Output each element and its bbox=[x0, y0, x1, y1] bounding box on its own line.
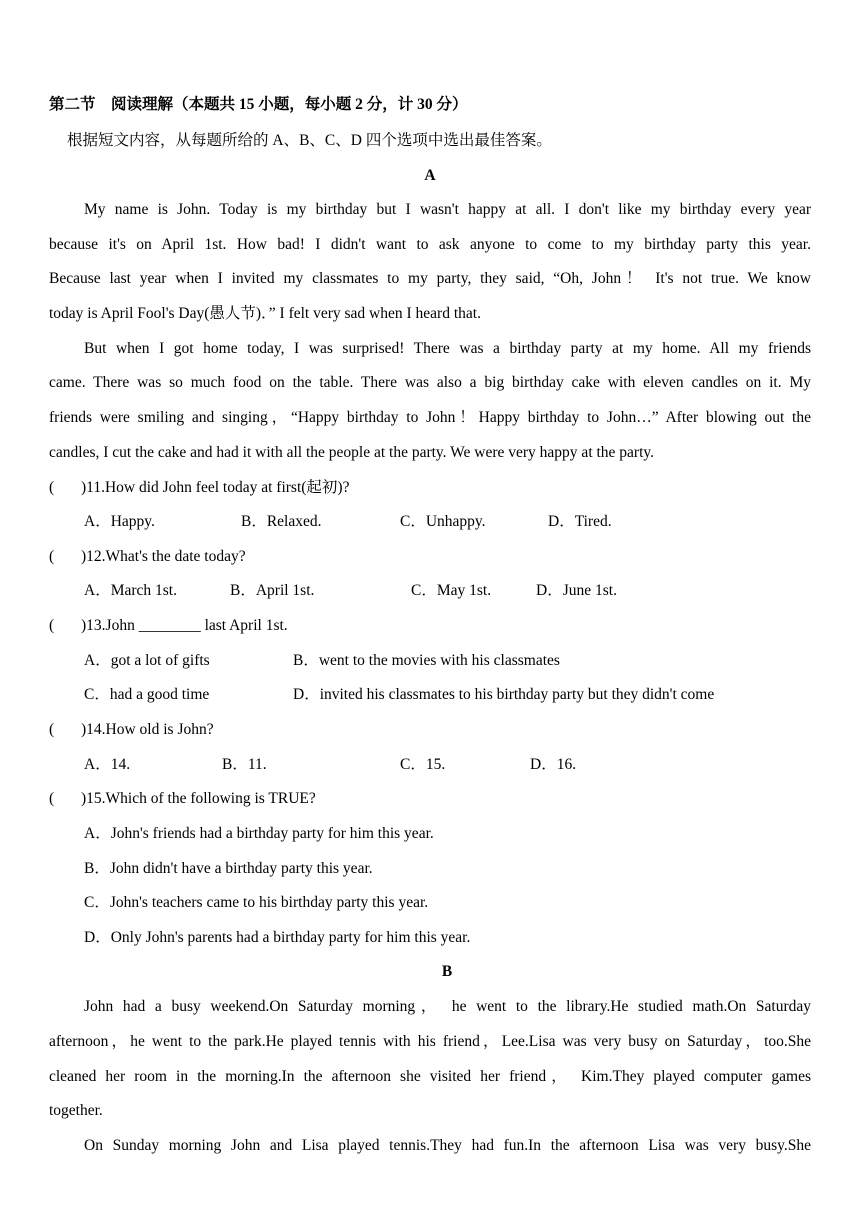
option-a: A．14. bbox=[84, 756, 131, 773]
question-stem: )13.John ________ last April 1st. bbox=[81, 617, 288, 634]
passage-b-line: John had a busy weekend.On Saturday morning， he went to the library.He studied math.On Saturday bbox=[84, 998, 811, 1015]
option-b: B．11. bbox=[222, 756, 267, 773]
option-b: B．John didn't have a birthday party this year. bbox=[84, 860, 373, 877]
section-instruction: 根据短文内容，从每题所给的 A、B、C、D 四个选项中选出最佳答案。 bbox=[67, 132, 552, 149]
question-11 bbox=[49, 478, 811, 498]
question-stem: )12.What's the date today? bbox=[81, 548, 246, 565]
passage-a-line: candles, I cut the cake and had it with all the people at the party. We were very happy at the party. bbox=[49, 444, 655, 461]
option-a: A．got a lot of gifts bbox=[84, 652, 210, 669]
option-c: C．May 1st. bbox=[411, 582, 492, 599]
question-14 bbox=[49, 720, 811, 740]
passage-a-line: because it's on April 1st. How bad! I didn't want to ask anyone to come to my birthday party this year. bbox=[49, 236, 811, 253]
passage-a-line: My name is John. Today is my birthday but I wasn't happy at all. I don't like my birthday every year bbox=[84, 201, 811, 218]
option-d: D．invited his classmates to his birthday party but they didn't come bbox=[293, 686, 715, 703]
option-d: D．June 1st. bbox=[536, 582, 617, 599]
answer-blank[interactable]: ( bbox=[49, 790, 55, 807]
answer-blank[interactable]: ( bbox=[49, 479, 55, 496]
option-a: A．March 1st. bbox=[84, 582, 177, 599]
question-stem: )14.How old is John? bbox=[81, 721, 214, 738]
passage-a-line: Because last year when I invited my classmates to my party, they said, “Oh, John！ It's not true. We know bbox=[49, 270, 811, 287]
option-a: A．Happy. bbox=[84, 513, 155, 530]
question-stem: )15.Which of the following is TRUE? bbox=[81, 790, 316, 807]
option-d: D．Tired. bbox=[548, 513, 612, 530]
section-title: 第二节 阅读理解（本题共 15 小题，每小题 2 分，计 30 分） bbox=[49, 96, 468, 113]
option-c: C．had a good time bbox=[84, 686, 210, 703]
passage-a-line: today is April Fool's Day(愚人节)．” I felt very sad when I heard that. bbox=[49, 305, 481, 322]
option-c: C．John's teachers came to his birthday party this year. bbox=[84, 894, 429, 911]
question-12 bbox=[49, 547, 811, 567]
question-13 bbox=[49, 616, 811, 636]
passage-a-heading: A bbox=[424, 167, 436, 184]
answer-blank[interactable]: ( bbox=[49, 548, 55, 565]
answer-blank[interactable]: ( bbox=[49, 721, 55, 738]
question-stem: )11.How did John feel today at first(起初)? bbox=[81, 479, 350, 496]
passage-a-line: friends were smiling and singing，“Happy birthday to John！Happy birthday to John…” After blowing out the bbox=[49, 409, 811, 426]
answer-blank[interactable]: ( bbox=[49, 617, 55, 634]
option-d: D．16. bbox=[530, 756, 577, 773]
passage-b-line: cleaned her room in the morning.In the afternoon she visited her friend， Kim.They played computer games bbox=[49, 1068, 811, 1085]
option-c: C．Unhappy. bbox=[400, 513, 486, 530]
option-a: A．John's friends had a birthday party for him this year. bbox=[84, 825, 434, 842]
option-b: B．April 1st. bbox=[230, 582, 315, 599]
passage-b-line: On Sunday morning John and Lisa played tennis.They had fun.In the afternoon Lisa was very busy.She bbox=[84, 1137, 811, 1154]
passage-b-heading: B bbox=[441, 963, 453, 980]
question-15 bbox=[49, 789, 811, 809]
option-c: C．15. bbox=[400, 756, 446, 773]
passage-b-line: together. bbox=[49, 1102, 103, 1119]
option-b: B．Relaxed. bbox=[241, 513, 322, 530]
passage-b-line: afternoon，he went to the park.He played tennis with his friend，Lee.Lisa was very busy on Saturday，too.She bbox=[49, 1033, 811, 1050]
passage-a-line: But when I got home today, I was surprised! There was a birthday party at my home. All my friends bbox=[84, 340, 811, 357]
passage-a-line: came. There was so much food on the table. There was also a big birthday cake with eleven candles on it. My bbox=[49, 374, 811, 391]
option-d: D．Only John's parents had a birthday party for him this year. bbox=[84, 929, 471, 946]
option-b: B．went to the movies with his classmates bbox=[293, 652, 560, 669]
